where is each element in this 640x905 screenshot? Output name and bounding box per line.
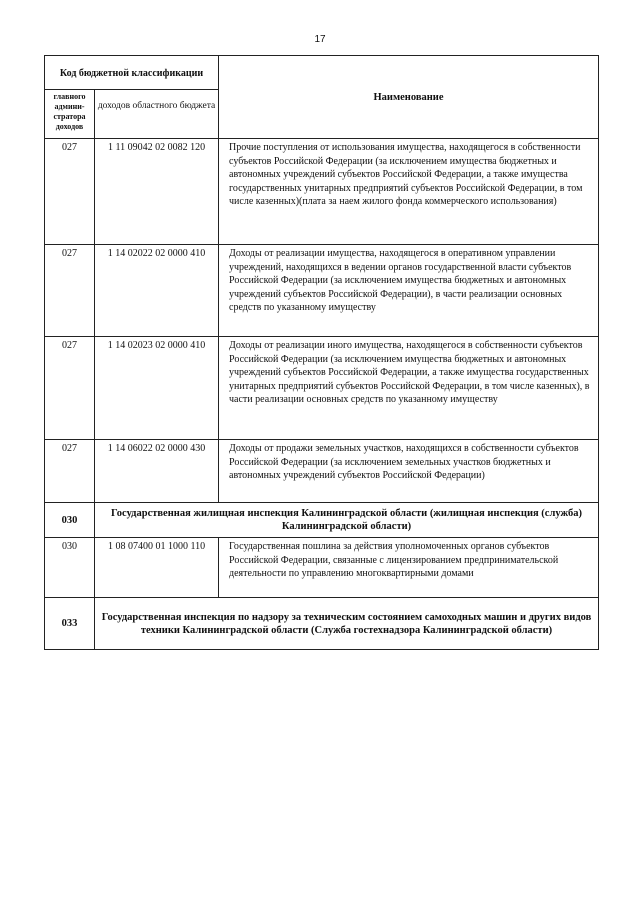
name-cell: Доходы от реализации иного имущества, находящегося в собственности субъектов Российской Федерации (за исключением имущества бюджетных и автономных учреждений субъектов Российской Федерации, а также имущества государственных унитарных предприятий субъектов Российской Федерации, в том числе казенных), в части реализации основных средств по указанному имуществу: [219, 337, 599, 440]
budget-code-cell: 1 08 07400 01 1000 110: [95, 538, 219, 598]
header-row: [45, 56, 599, 90]
page-number: 17: [314, 34, 326, 45]
section-admin-code: 033: [45, 598, 95, 650]
name-cell: Государственная пошлина за действия уполномоченных органов субъектов Российской Федерации, связанные с лицензированием предпринимательской деятельности по управлению многоквартирными домами: [219, 538, 599, 598]
income-column-header: доходов областного бюджета: [95, 90, 219, 139]
admin-code-cell: 027: [45, 440, 95, 503]
section-title: Государственная инспекция по надзору за техническим состоянием самоходных машин и других видов техники Калининградской области (Служба гостехнадзора Калининградской области): [95, 598, 599, 650]
name-column-header: Наименование: [219, 56, 599, 139]
budget-classification-table: [44, 55, 599, 650]
budget-code-cell: 1 11 09042 02 0082 120: [95, 139, 219, 245]
budget-code-cell: 1 14 02022 02 0000 410: [95, 245, 219, 337]
table-row: [45, 538, 599, 598]
name-cell: Доходы от реализации имущества, находящегося в оперативном управлении учреждений, находящихся в ведении органов государственной власти субъектов Российской Федерации (за исключением имущества бюджетных и автономных учреждений субъектов Российской Федерации), в части реализации основных средств по указанному имуществу: [219, 245, 599, 337]
section-row-033: [45, 598, 599, 650]
table-row: [45, 245, 599, 337]
admin-code-cell: 027: [45, 245, 95, 337]
table-row: [45, 139, 599, 245]
admin-code-cell: 027: [45, 337, 95, 440]
admin-column-header: главного админи-стратора доходов: [45, 90, 95, 139]
section-row-030: [45, 503, 599, 538]
section-title: Государственная жилищная инспекция Калининградской области (жилищная инспекция (служба) Калининградской области): [95, 503, 599, 538]
table-row: [45, 440, 599, 503]
code-group-header: Код бюджетной классификации: [45, 56, 219, 90]
name-cell: Прочие поступления от использования имущества, находящегося в собственности субъектов Российской Федерации (за исключением имущества бюджетных и автономных учреждений субъектов Российской Федерации, а также имущества государственных унитарных предприятий субъектов Российской Федерации, в том числе казенных)(плата за наем жилого фонда коммерческого использования): [219, 139, 599, 245]
admin-code-cell: 027: [45, 139, 95, 245]
admin-code-cell: 030: [45, 538, 95, 598]
section-admin-code: 030: [45, 503, 95, 538]
budget-code-cell: 1 14 02023 02 0000 410: [95, 337, 219, 440]
table-row: [45, 337, 599, 440]
name-cell: Доходы от продажи земельных участков, находящихся в собственности субъектов Российской Федерации (за исключением земельных участков бюджетных и автономных учреждений субъектов Российской Федерации): [219, 440, 599, 503]
budget-code-cell: 1 14 06022 02 0000 430: [95, 440, 219, 503]
